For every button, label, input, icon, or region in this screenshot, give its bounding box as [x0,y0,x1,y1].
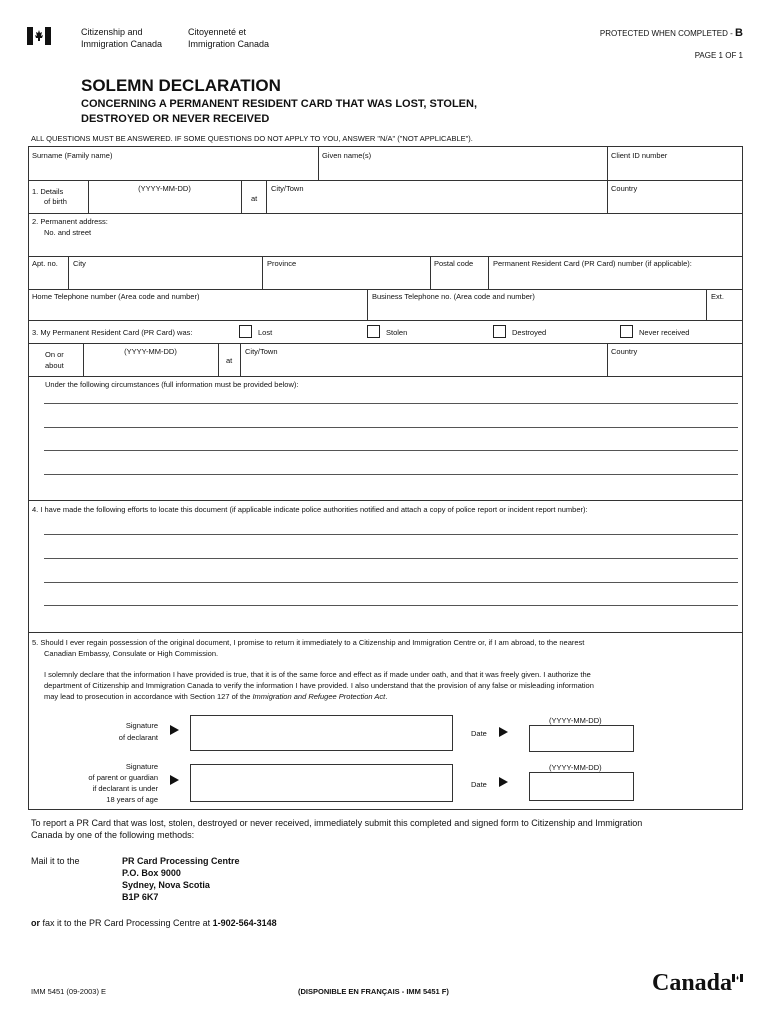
guardian-signature-field[interactable] [190,764,453,802]
address-line-2: P.O. Box 9000 [122,868,181,878]
q5-line-2: Canadian Embassy, Consulate or High Commission. [44,649,219,658]
birth-country-field[interactable]: Country [611,184,638,193]
mail-label: Mail it to the [31,856,80,866]
form-id: IMM 5451 (09-2003) E [31,987,107,996]
lost-label: Lost [258,328,273,337]
apt-field[interactable]: Apt. no. [32,259,58,268]
dept-en-line2: Immigration Canada [81,39,163,49]
sig2-label-3: if declarant is under [92,784,158,793]
never-received-label: Never received [639,328,690,337]
q1-label-1: 1. Details [32,187,64,196]
event-country-field[interactable]: Country [611,347,638,356]
submit-instructions-1: To report a PR Card that was lost, stolen, destroyed or never received, immediately submit this completed and signed form to Citizenship and Immigration [31,818,643,828]
dept-fr-line2: Immigration Canada [188,39,270,49]
form-subtitle-2: DESTROYED OR NEVER RECEIVED [81,113,270,125]
declarant-date-field[interactable] [529,725,634,752]
circumstances-label: Under the following circumstances (full information must be provided below): [45,380,299,389]
declaration-line-1: I solemnly declare that the information I have provided is true, that it is of the same force and effect as if made under oath, and that it was freely given. I authorize the [44,670,591,679]
arrow-right-icon [499,727,508,737]
lost-checkbox[interactable] [239,325,252,338]
sig2-label-4: 18 years of age [106,795,158,804]
dept-fr-line1: Citoyenneté et [188,27,247,37]
circumstances-line[interactable] [44,427,738,428]
event-city-field[interactable]: City/Town [245,347,278,356]
flag-mini-icon [732,969,743,977]
surname-field[interactable]: Surname (Family name) [32,151,113,160]
sig1-label-2: of declarant [118,733,158,742]
instructions: ALL QUESTIONS MUST BE ANSWERED. IF SOME QUESTIONS DO NOT APPLY TO YOU, ANSWER "N/A" ("NOT APPLICABLE"). [31,134,473,143]
postal-code-field[interactable]: Postal code [434,259,474,268]
protected-label [600,27,743,39]
sig1-label-1: Signature [125,721,158,730]
arrow-right-icon [170,775,179,785]
act-name: Immigration and Refugee Protection Act [252,692,386,701]
efforts-line[interactable] [44,605,738,606]
fax-number: 1-902-564-3148 [212,918,277,928]
q1-label-2: of birth [44,197,67,206]
on-or-label: On or [45,350,64,359]
canada-flag-icon [27,27,51,45]
given-names-field[interactable]: Given name(s) [322,151,372,160]
street-field[interactable]: No. and street [44,228,92,237]
declaration-line-3a: may lead to prosecution in accordance with Section 127 of the [44,692,253,701]
client-id-field[interactable]: Client ID number [611,151,668,160]
city-field[interactable]: City [73,259,86,268]
circumstances-line[interactable] [44,403,738,404]
fax-text: fax it to the PR Card Processing Centre at [40,918,213,928]
pr-card-number-field[interactable]: Permanent Resident Card (PR Card) number (if applicable): [493,259,692,268]
birth-at-label: at [251,194,258,203]
address-line-3: Sydney, Nova Scotia [122,880,210,890]
efforts-line[interactable] [44,582,738,583]
destroyed-label: Destroyed [512,328,547,337]
submit-instructions-2: Canada by one of the following methods: [31,830,195,840]
efforts-line[interactable] [44,558,738,559]
arrow-right-icon [170,725,179,735]
form-subtitle-1: CONCERNING A PERMANENT RESIDENT CARD THAT WAS LOST, STOLEN, [81,98,478,110]
sig1-date-label: Date [471,729,487,738]
sig2-label-1: Signature [125,762,158,771]
canada-wordmark [652,970,732,997]
business-phone-field[interactable]: Business Telephone no. (Area code and number) [372,292,535,301]
declaration-line-2: department of Citizenship and Immigration Canada to verify the information I have provided. I also understand that the provision of any false or misleading information [44,681,594,690]
sig2-date-format: (YYYY-MM-DD) [549,763,602,772]
protected-code: B [735,27,743,39]
ext-field[interactable]: Ext. [711,292,724,301]
birth-city-field[interactable]: City/Town [271,184,304,193]
fax-instructions [31,918,277,928]
about-label: about [45,361,64,370]
sig2-date-label: Date [471,780,487,789]
declaration-line-3 [44,692,387,701]
page-number: PAGE 1 OF 1 [694,51,743,60]
q3-label: 3. My Permanent Resident Card (PR Card) was: [32,328,193,337]
circumstances-line[interactable] [44,474,738,475]
guardian-date-field[interactable] [529,772,634,801]
home-phone-field[interactable]: Home Telephone number (Area code and number) [32,292,200,301]
canada-wordmark-text: Canada [652,970,733,996]
efforts-line[interactable] [44,534,738,535]
form-title: SOLEMN DECLARATION [81,76,281,95]
declaration-line-3c: . [385,692,388,701]
address-line-4: B1P 6K7 [122,892,159,902]
declarant-signature-field[interactable] [190,715,453,751]
q2-label-1: 2. Permanent address: [32,217,108,226]
arrow-right-icon [499,777,508,787]
destroyed-checkbox[interactable] [493,325,506,338]
circumstances-line[interactable] [44,450,738,451]
sig1-date-format: (YYYY-MM-DD) [549,716,602,725]
fax-or: or [31,918,40,928]
french-version-note: (DISPONIBLE EN FRANÇAIS - IMM 5451 F) [298,987,449,996]
stolen-label: Stolen [386,328,408,337]
dept-en-line1: Citizenship and [81,27,143,37]
sig2-label-2: of parent or guardian [88,773,158,782]
address-line-1: PR Card Processing Centre [122,856,240,866]
stolen-checkbox[interactable] [367,325,380,338]
q5-line-1: 5. Should I ever regain possession of the original document, I promise to return it immediately to a Citizenship and Immigration Centre or, if I am abroad, to the nearest [32,638,585,647]
event-date-field[interactable]: (YYYY-MM-DD) [124,347,177,356]
q4-label: 4. I have made the following efforts to locate this document (if applicable indicate police authorities notified and attach a copy of police report or incident report number): [32,505,588,514]
protected-text: PROTECTED WHEN COMPLETED - [599,29,733,38]
province-field[interactable]: Province [267,259,297,268]
event-at-label: at [226,356,233,365]
never-received-checkbox[interactable] [620,325,633,338]
birth-date-field[interactable]: (YYYY-MM-DD) [138,184,191,193]
